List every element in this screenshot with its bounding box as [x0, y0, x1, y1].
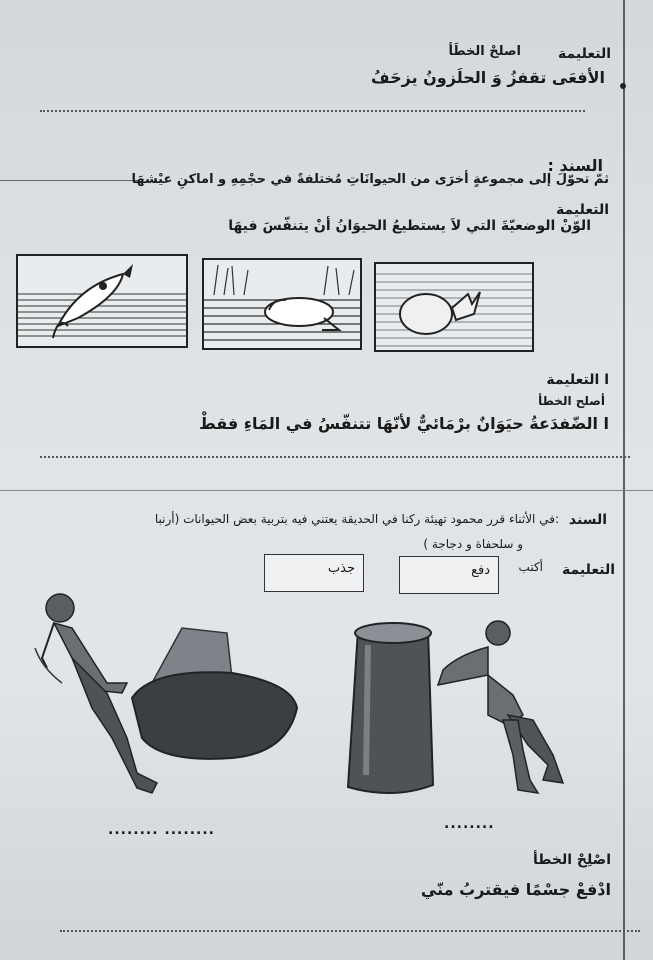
divider-line	[0, 490, 653, 491]
section3-instruction-text: أصلح الخطأ	[538, 394, 605, 408]
fish-in-water-picture[interactable]	[374, 262, 534, 352]
section4-sanad-text-line2: و سلحفاة و دجاجة )	[423, 537, 523, 551]
section2-sanad-text: ثمّ تحوّلَ إلى مجموعةٍ أخرَى من الحيوانَاتِ مُختلفةً في حجْمِهِ و اماكنِ عيْشهَا	[131, 172, 609, 187]
section1-instruction-label: التعليمة	[558, 46, 611, 62]
section2-sanad-label: السند :	[547, 156, 603, 175]
answer-box-pull[interactable]	[264, 554, 364, 592]
bullet	[620, 83, 626, 89]
answer-dots-left: ........ ........	[108, 822, 215, 838]
boy-pulling-sack-illustration[interactable]	[32, 588, 302, 803]
section3-statement: ا الضّفدَعةُ حيَوَانٌ برْمَائيٌّ لأنّهَا تتنفّسُ في المَاءِ فقطْ	[199, 414, 609, 433]
section4-sanad-label: السند	[568, 512, 607, 528]
answer-box-push-label: دفع	[471, 563, 490, 578]
section2-instruction-label: التعليمة	[556, 202, 609, 218]
section5-statement: ادْفعْ جسْمًا فيقتربُ منّي	[420, 880, 611, 899]
frog-by-pond-picture[interactable]	[202, 258, 362, 350]
section4-sanad-text-line1: :في الأثناء قرر محمود تهيئة ركنا في الحديقة يعتني فيه بتربية بعض الحيوانات (أرنبا	[154, 512, 559, 526]
section4-instruction-text: أكتب	[518, 560, 543, 574]
answer-box-push[interactable]	[399, 556, 499, 594]
section1-instruction-text: اصلحْ الخطَأ	[448, 44, 521, 59]
margin-line	[623, 0, 625, 960]
section4-instruction-label: التعليمة	[562, 562, 615, 578]
boy-pushing-barrel-illustration[interactable]	[338, 615, 598, 805]
section2-instruction-text: الوّنْ الوضعيّةَ التي لاَ يستطيعُ الحيوَانُ أنْ يتنفّسَ فيهَا	[228, 218, 591, 234]
section3-instruction-label: ا التعليمة	[546, 372, 609, 388]
answer-box-pull-label: جذب	[327, 561, 355, 576]
section5-instruction-text: اصْلِحْ الخطأ	[532, 852, 611, 868]
answer-line	[40, 456, 630, 458]
answer-line	[40, 110, 585, 112]
answer-line	[60, 930, 640, 932]
section1-statement: الأفعَى تقفزُ وَ الحلَزونُ يزحَفُ	[371, 68, 605, 87]
divider-line	[0, 180, 140, 181]
fish-out-of-water-picture[interactable]	[16, 254, 188, 348]
answer-dots-right: ........	[444, 816, 495, 832]
